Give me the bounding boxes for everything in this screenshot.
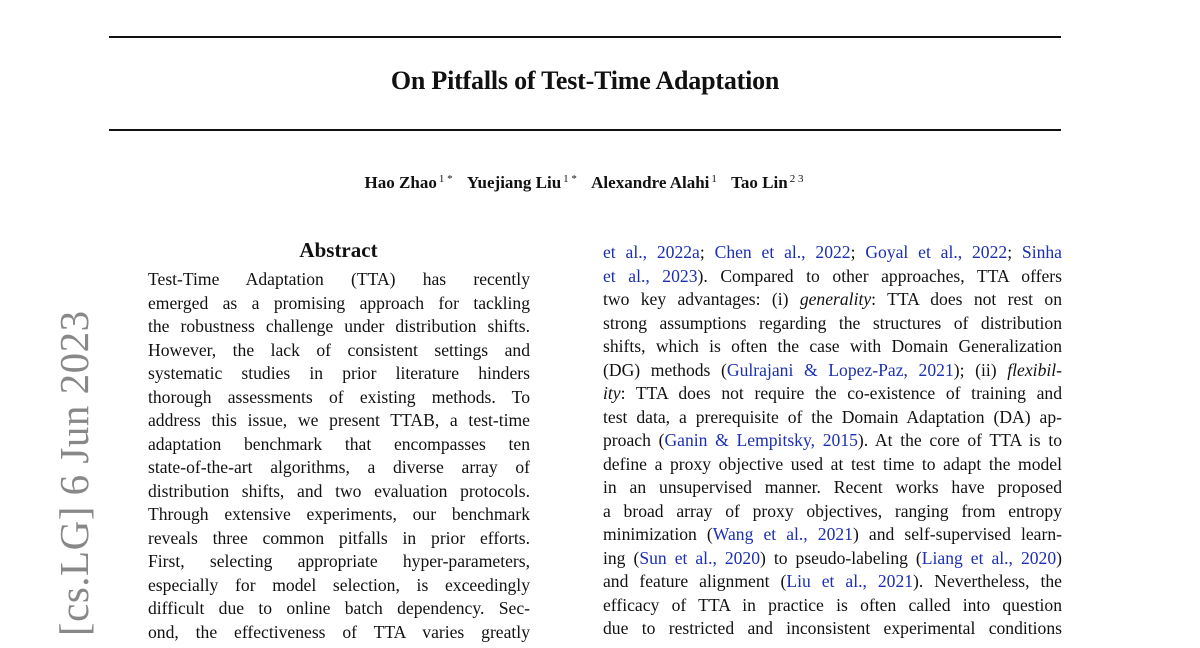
citation-link[interactable]: Chen et al., 2022 — [714, 242, 851, 262]
abstract-body — [148, 268, 530, 644]
intro-line: strong assumptions regarding the structures of distribution — [603, 312, 1062, 333]
author-name: Yuejiang Liu — [466, 173, 562, 192]
abstract-line: thorough assessments of existing methods. To — [148, 386, 530, 407]
author — [365, 173, 453, 192]
arxiv-side-stamp: [cs.LG] 6 Jun 2023 — [51, 310, 97, 636]
abstract-line: First, selecting appropriate hyper-parameters, — [148, 551, 530, 571]
author — [731, 173, 803, 192]
abstract-line: state-of-the-art algorithms, a diverse array of — [148, 457, 530, 477]
citation-link[interactable]: Liu et al., 2021 — [786, 571, 914, 591]
author — [591, 173, 717, 192]
paper-title: On Pitfalls of Test-Time Adaptation — [390, 66, 780, 95]
intro-line: due to restricted and inconsistent experimental conditions — [603, 618, 1062, 638]
intro-body — [603, 241, 1062, 641]
abstract-line: the robustness challenge under distribution shifts. — [148, 316, 530, 336]
abstract-line: reveals three common pitfalls in prior efforts. — [148, 527, 530, 548]
intro-line: et al., 2023). Compared to other approaches, TTA offers — [603, 265, 1062, 286]
author — [467, 173, 577, 192]
citation-link[interactable]: et al., 2022a — [603, 242, 700, 262]
author-affiliation: 2 3 — [789, 173, 804, 185]
intro-line: test data, a prerequisite of the Domain Adaptation (DA) ap- — [603, 406, 1062, 427]
intro-line: et al., 2022a; Chen et al., 2022; Goyal et al., 2022; Sinha — [603, 242, 1062, 262]
abstract-line: emerged as a promising approach for tackling — [148, 292, 530, 313]
intro-line: two key advantages: (i) generality: TTA does not rest on — [603, 289, 1063, 309]
intro-line: define a proxy objective used at test time to adapt the model — [603, 453, 1062, 474]
abstract-line: distribution shifts, and two evaluation protocols. — [148, 480, 530, 501]
intro-line: shifts, which is often the case with Domain Generalization — [603, 336, 1062, 356]
title-bottom-rule — [109, 129, 1061, 131]
intro-line: efficacy of TTA in practice is often called into question — [603, 594, 1062, 615]
intro-line: and feature alignment (Liu et al., 2021). Nevertheless, the — [603, 571, 1062, 591]
title-top-rule — [109, 36, 1061, 38]
author-affiliation: 1 — [711, 173, 717, 185]
citation-link[interactable]: Liang et al., 2020 — [921, 547, 1057, 568]
citation-link[interactable]: Gulrajani & Lopez-Paz, 2021 — [726, 359, 954, 380]
intro-line: ity: TTA does not require the co-existence of training and — [603, 383, 1062, 403]
abstract-line: systematic studies in prior literature hinders — [148, 363, 530, 383]
abstract-line: adaptation benchmark that encompasses ten — [148, 433, 530, 454]
author-list — [0, 173, 1168, 193]
abstract-heading: Abstract — [299, 238, 378, 262]
citation-link[interactable]: Ganin & Lempitsky, 2015 — [664, 430, 858, 450]
abstract-line: difficult due to online batch dependency. Sec- — [148, 598, 530, 618]
author-name: Alexandre Alahi — [591, 173, 710, 192]
intro-line: (DG) methods (Gulrajani & Lopez-Paz, 2021); (ii) flexibil- — [603, 359, 1062, 380]
author-name: Hao Zhao — [364, 173, 437, 192]
abstract-line: Test-Time Adaptation (TTA) has recently — [148, 269, 530, 289]
author-name: Tao Lin — [731, 173, 788, 192]
citation-link[interactable]: Sun et al., 2020 — [639, 547, 761, 568]
intro-line: proach (Ganin & Lempitsky, 2015). At the core of TTA is to — [603, 430, 1063, 450]
citation-link[interactable]: Wang et al., 2021 — [712, 524, 853, 544]
intro-line: a broad array of proxy objectives, ranging from entropy — [603, 500, 1062, 521]
citation-link[interactable]: et al., 2023 — [603, 265, 698, 286]
intro-line: in an unsupervised manner. Recent works have proposed — [603, 477, 1062, 497]
abstract-line: However, the lack of consistent settings and — [148, 339, 530, 360]
author-affiliation: 1 * — [563, 173, 577, 185]
abstract-line: especially for model selection, is exceedingly — [148, 574, 530, 595]
abstract-line: ond, the effectiveness of TTA varies greatly — [148, 621, 530, 642]
abstract-line: address this issue, we present TTAB, a test-time — [148, 410, 530, 430]
citation-link[interactable]: Goyal et al., 2022 — [865, 242, 1008, 262]
citation-link[interactable]: Sinha — [1021, 242, 1062, 262]
author-affiliation: 1 * — [438, 173, 453, 185]
intro-line: ing (Sun et al., 2020) to pseudo-labeling (Liang et al., 2020) — [603, 547, 1062, 568]
abstract-line: Through extensive experiments, our benchmark — [148, 504, 530, 524]
intro-line: minimization (Wang et al., 2021) and self-supervised learn- — [603, 524, 1062, 544]
